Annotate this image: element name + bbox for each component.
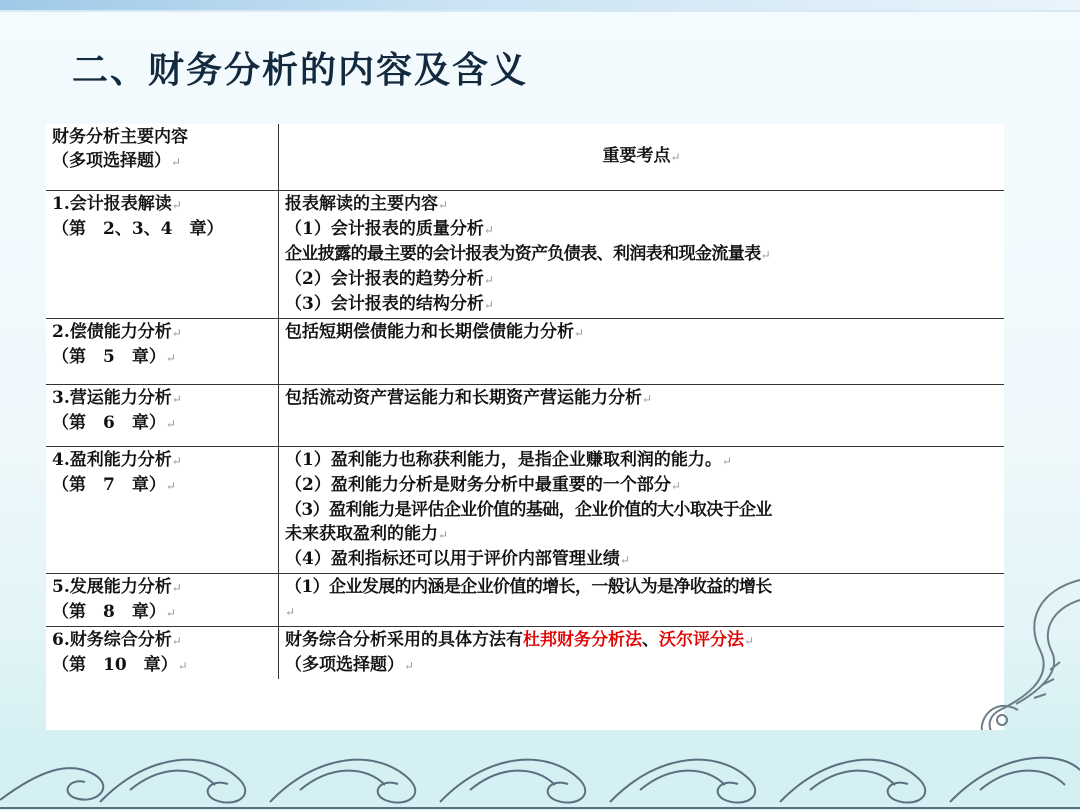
paragraph-mark-icon: ↵ bbox=[171, 633, 182, 648]
paragraph-mark-icon: ↵ bbox=[165, 416, 176, 431]
paragraph-mark-icon: ↵ bbox=[574, 325, 585, 340]
paragraph-mark-icon: ↵ bbox=[744, 633, 755, 648]
row-topic-cell bbox=[46, 190, 279, 318]
paragraph-mark-icon: ↵ bbox=[165, 478, 176, 493]
paragraph-mark-icon: ↵ bbox=[171, 580, 182, 595]
row-topic: 5.发展能力分析 bbox=[52, 576, 172, 597]
header-right-cell bbox=[279, 124, 1005, 190]
content-line: （4）盈利指标还可以用于评价内部管理业绩 bbox=[285, 548, 620, 569]
content-line: （2）会计报表的趋势分析 bbox=[285, 268, 484, 289]
row-content-cell bbox=[279, 384, 1005, 446]
content-line: （多项选择题） bbox=[285, 654, 404, 675]
wave-border-decoration bbox=[0, 730, 1080, 810]
header-left-line-2: （多项选择题） bbox=[52, 151, 171, 171]
paragraph-mark-icon: ↵ bbox=[165, 605, 176, 620]
separator: 、 bbox=[642, 629, 659, 650]
content-line: （3）会计报表的结构分析 bbox=[285, 293, 484, 314]
row-chapter: （第 2、3、4 章） bbox=[52, 218, 224, 239]
table-row bbox=[46, 626, 1004, 679]
table-row bbox=[46, 384, 1004, 446]
slide-title: 二、财务分析的内容及含义 bbox=[72, 49, 529, 91]
row-content-cell bbox=[279, 573, 1005, 626]
table-row bbox=[46, 573, 1004, 626]
row-content-cell bbox=[279, 446, 1005, 573]
paragraph-mark-icon: ↵ bbox=[721, 453, 732, 468]
table-row bbox=[46, 318, 1004, 384]
row-chapter: （第 5 章） bbox=[52, 346, 166, 367]
row-topic: 4.盈利能力分析 bbox=[52, 449, 172, 470]
row-topic-cell bbox=[46, 573, 279, 626]
row-chapter: （第 8 章） bbox=[52, 601, 166, 622]
paragraph-mark-icon: ↵ bbox=[483, 272, 494, 287]
top-accent-line bbox=[0, 10, 1080, 12]
top-accent-bar bbox=[0, 0, 1080, 10]
row-topic: 3.营运能力分析 bbox=[52, 387, 172, 408]
paragraph-mark-icon: ↵ bbox=[404, 658, 415, 673]
content-table bbox=[46, 124, 1004, 735]
paragraph-mark-icon: ↵ bbox=[171, 391, 182, 406]
row-topic-cell bbox=[46, 384, 279, 446]
highlight-method-wall: 沃尔评分法 bbox=[659, 629, 744, 650]
header-left-line-1: 财务分析主要内容 bbox=[52, 127, 188, 147]
paragraph-mark-icon: ↵ bbox=[483, 222, 494, 237]
paragraph-mark-icon: ↵ bbox=[760, 247, 771, 262]
row-topic-cell bbox=[46, 626, 279, 679]
paragraph-mark-icon: ↵ bbox=[285, 604, 296, 619]
row-content-cell bbox=[279, 318, 1005, 384]
table-row bbox=[46, 190, 1004, 318]
content-line: 财务综合分析采用的具体方法有 bbox=[285, 629, 523, 650]
paragraph-mark-icon: ↵ bbox=[171, 197, 182, 212]
row-chapter: （第 6 章） bbox=[52, 412, 166, 433]
paragraph-mark-icon: ↵ bbox=[619, 552, 630, 567]
paragraph-mark-icon: ↵ bbox=[177, 658, 188, 673]
table-header-row bbox=[46, 124, 1004, 190]
content-line: 包括流动资产营运能力和长期资产营运能力分析 bbox=[285, 387, 642, 408]
highlight-method-dupont: 杜邦财务分析法 bbox=[523, 629, 642, 650]
paragraph-mark-icon: ↵ bbox=[171, 453, 182, 468]
row-topic-cell bbox=[46, 446, 279, 573]
row-content-cell bbox=[279, 190, 1005, 318]
row-chapter: （第 10 章） bbox=[52, 654, 178, 675]
paragraph-mark-icon: ↵ bbox=[165, 350, 176, 365]
content-line: 包括短期偿债能力和长期偿债能力分析 bbox=[285, 321, 574, 342]
paragraph-mark-icon: ↵ bbox=[642, 391, 653, 406]
row-topic-cell bbox=[46, 318, 279, 384]
paragraph-mark-icon: ↵ bbox=[670, 478, 681, 493]
header-left-cell bbox=[46, 124, 279, 190]
table-row bbox=[46, 446, 1004, 573]
row-topic: 2.偿债能力分析 bbox=[52, 321, 172, 342]
paragraph-mark-icon: ↵ bbox=[483, 297, 494, 312]
content-line: （2）盈利能力分析是财务分析中最重要的一个部分 bbox=[285, 474, 671, 495]
content-line: （1）企业发展的内涵是企业价值的增长，一般认为是净收益的增长 bbox=[285, 576, 772, 597]
paragraph-mark-icon: ↵ bbox=[171, 155, 182, 169]
row-content-cell bbox=[279, 626, 1005, 679]
content-line: 企业披露的最主要的会计报表为资产负债表、利润表和现金流量表 bbox=[285, 243, 761, 264]
content-line: 未来获取盈利的能力 bbox=[285, 523, 438, 544]
content-line: （1）盈利能力也称获利能力，是指企业赚取利润的能力。 bbox=[285, 449, 722, 470]
row-topic: 1.会计报表解读 bbox=[52, 193, 172, 214]
row-chapter: （第 7 章） bbox=[52, 474, 166, 495]
row-topic: 6.财务综合分析 bbox=[52, 629, 172, 650]
paragraph-mark-icon: ↵ bbox=[438, 197, 449, 212]
paragraph-mark-icon: ↵ bbox=[670, 150, 681, 165]
paragraph-mark-icon: ↵ bbox=[171, 325, 182, 340]
header-right-text: 重要考点 bbox=[602, 146, 671, 167]
paragraph-mark-icon: ↵ bbox=[438, 527, 449, 542]
content-line: （1）会计报表的质量分析 bbox=[285, 218, 484, 239]
content-line: （3）盈利能力是评估企业价值的基础，企业价值的大小取决于企业 bbox=[285, 499, 772, 520]
content-line: 报表解读的主要内容 bbox=[285, 193, 438, 214]
